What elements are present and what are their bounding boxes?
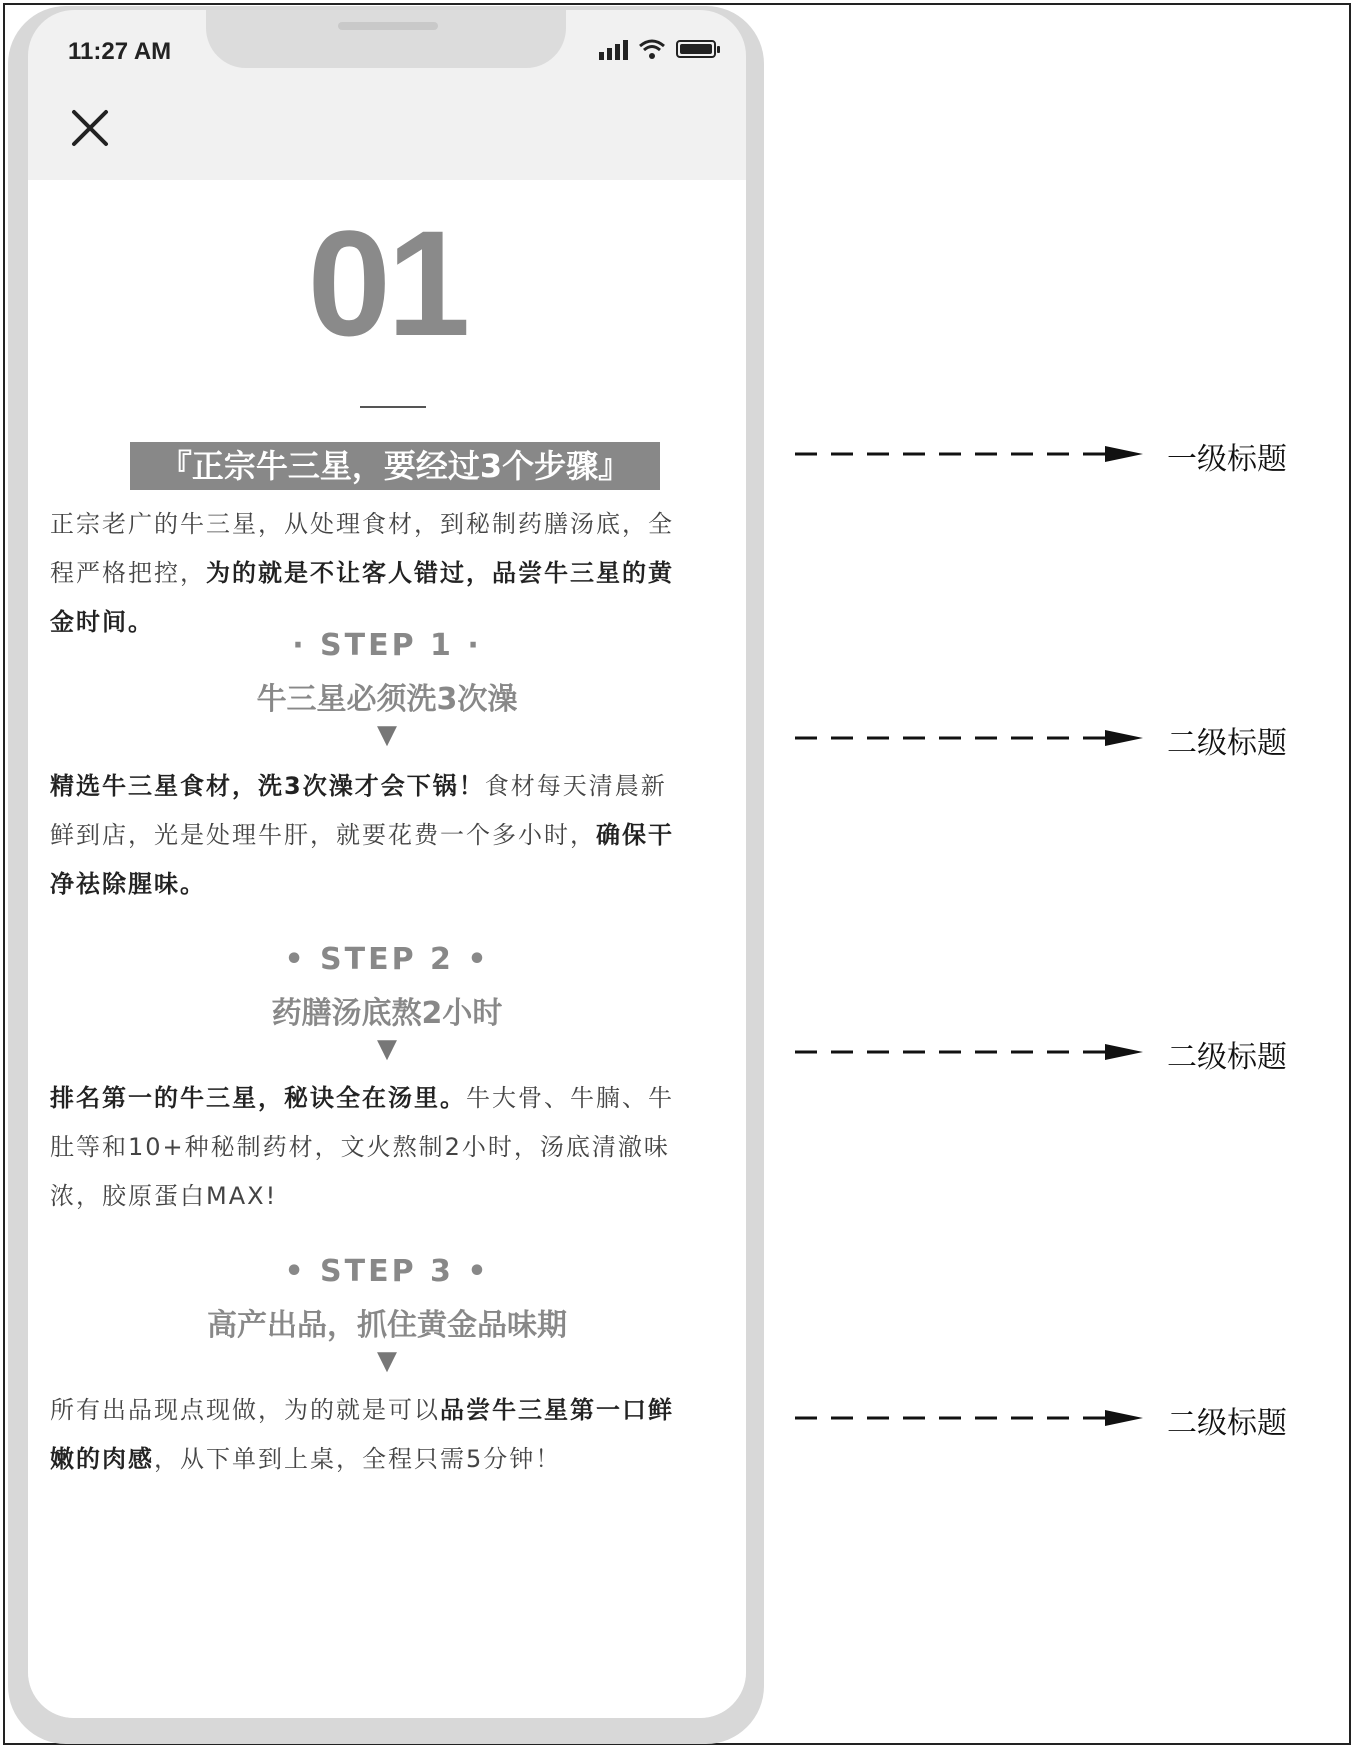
status-time: 11:27 AM xyxy=(68,38,172,65)
step2-bold-text: 排名第一的牛三星，秘诀全在汤里。 xyxy=(50,1084,466,1112)
annotation-label: 二级标题 xyxy=(1167,726,1287,761)
step3-bold-text: 品尝牛三星第一口鲜嫩的肉感 xyxy=(50,1396,674,1473)
step3-normal-text-2: ，从下单到上桌，全程只需5分钟！ xyxy=(154,1445,562,1473)
notch xyxy=(206,10,566,68)
annotation-level2-step1 xyxy=(795,718,1287,761)
phone-mockup xyxy=(8,6,764,1744)
dashed-arrow-icon xyxy=(795,434,1145,474)
arrow-down-icon: ▼ xyxy=(377,1346,397,1376)
step1-title: 牛三星必须洗3次澡 xyxy=(256,682,518,717)
step2-paragraph xyxy=(50,1074,690,1221)
signal-icon xyxy=(599,38,628,60)
step1-bold-text-2: 确保干净祛除腥味。 xyxy=(50,821,674,898)
wifi-icon xyxy=(638,38,666,60)
arrow-down-icon: ▼ xyxy=(377,720,397,750)
annotation-label: 一级标题 xyxy=(1167,442,1287,477)
step2-label: • STEP 2 • xyxy=(284,942,490,977)
step3-paragraph xyxy=(50,1386,690,1484)
dashed-arrow-icon xyxy=(795,1032,1145,1072)
dashed-arrow-icon xyxy=(795,718,1145,758)
intro-bold-text: 为的就是不让客人错过，品尝牛三星的黄金时间。 xyxy=(50,559,674,636)
annotation-level2-step3 xyxy=(795,1398,1287,1441)
divider xyxy=(360,406,426,408)
step2-title: 药膳汤底熬2小时 xyxy=(271,996,503,1031)
annotation-level1 xyxy=(795,434,1287,477)
arrow-down-icon: ▼ xyxy=(377,1034,397,1064)
level1-heading: 『正宗牛三星，要经过3个步骤』 xyxy=(130,442,660,490)
annotation-label: 二级标题 xyxy=(1167,1040,1287,1075)
annotation-label: 二级标题 xyxy=(1167,1406,1287,1441)
annotation-level2-step2 xyxy=(795,1032,1287,1075)
battery-icon xyxy=(676,40,716,58)
section-number: 01 xyxy=(307,199,467,367)
close-icon[interactable] xyxy=(68,106,112,150)
intro-paragraph xyxy=(50,500,690,647)
article-content xyxy=(28,180,746,1718)
step1-bold-text: 精选牛三星食材，洗3次澡才会下锅！ xyxy=(50,772,485,800)
speaker xyxy=(338,22,438,30)
status-bar xyxy=(28,10,746,90)
step3-label: • STEP 3 • xyxy=(284,1254,490,1289)
step3-title: 高产出品，抓住黄金品味期 xyxy=(207,1308,567,1343)
step2-normal-text: 牛大骨、牛腩、牛肚等和10+种秘制药材，文火熬制2小时，汤底清澈味浓，胶原蛋白MAX! xyxy=(50,1084,674,1210)
step1-normal-text: 食材每天清晨新鲜到店，光是处理牛肝，就要花费一个多小时， xyxy=(50,772,667,849)
step3-normal-text: 所有出品现点现做，为的就是可以 xyxy=(50,1396,440,1424)
dashed-arrow-icon xyxy=(795,1398,1145,1438)
step1-paragraph xyxy=(50,762,690,909)
phone-screen xyxy=(28,10,746,1718)
step1-label: · STEP 1 · xyxy=(292,628,482,663)
intro-normal-text: 正宗老广的牛三星，从处理食材，到秘制药膳汤底，全程严格把控， xyxy=(50,510,674,587)
status-icons xyxy=(599,38,716,60)
